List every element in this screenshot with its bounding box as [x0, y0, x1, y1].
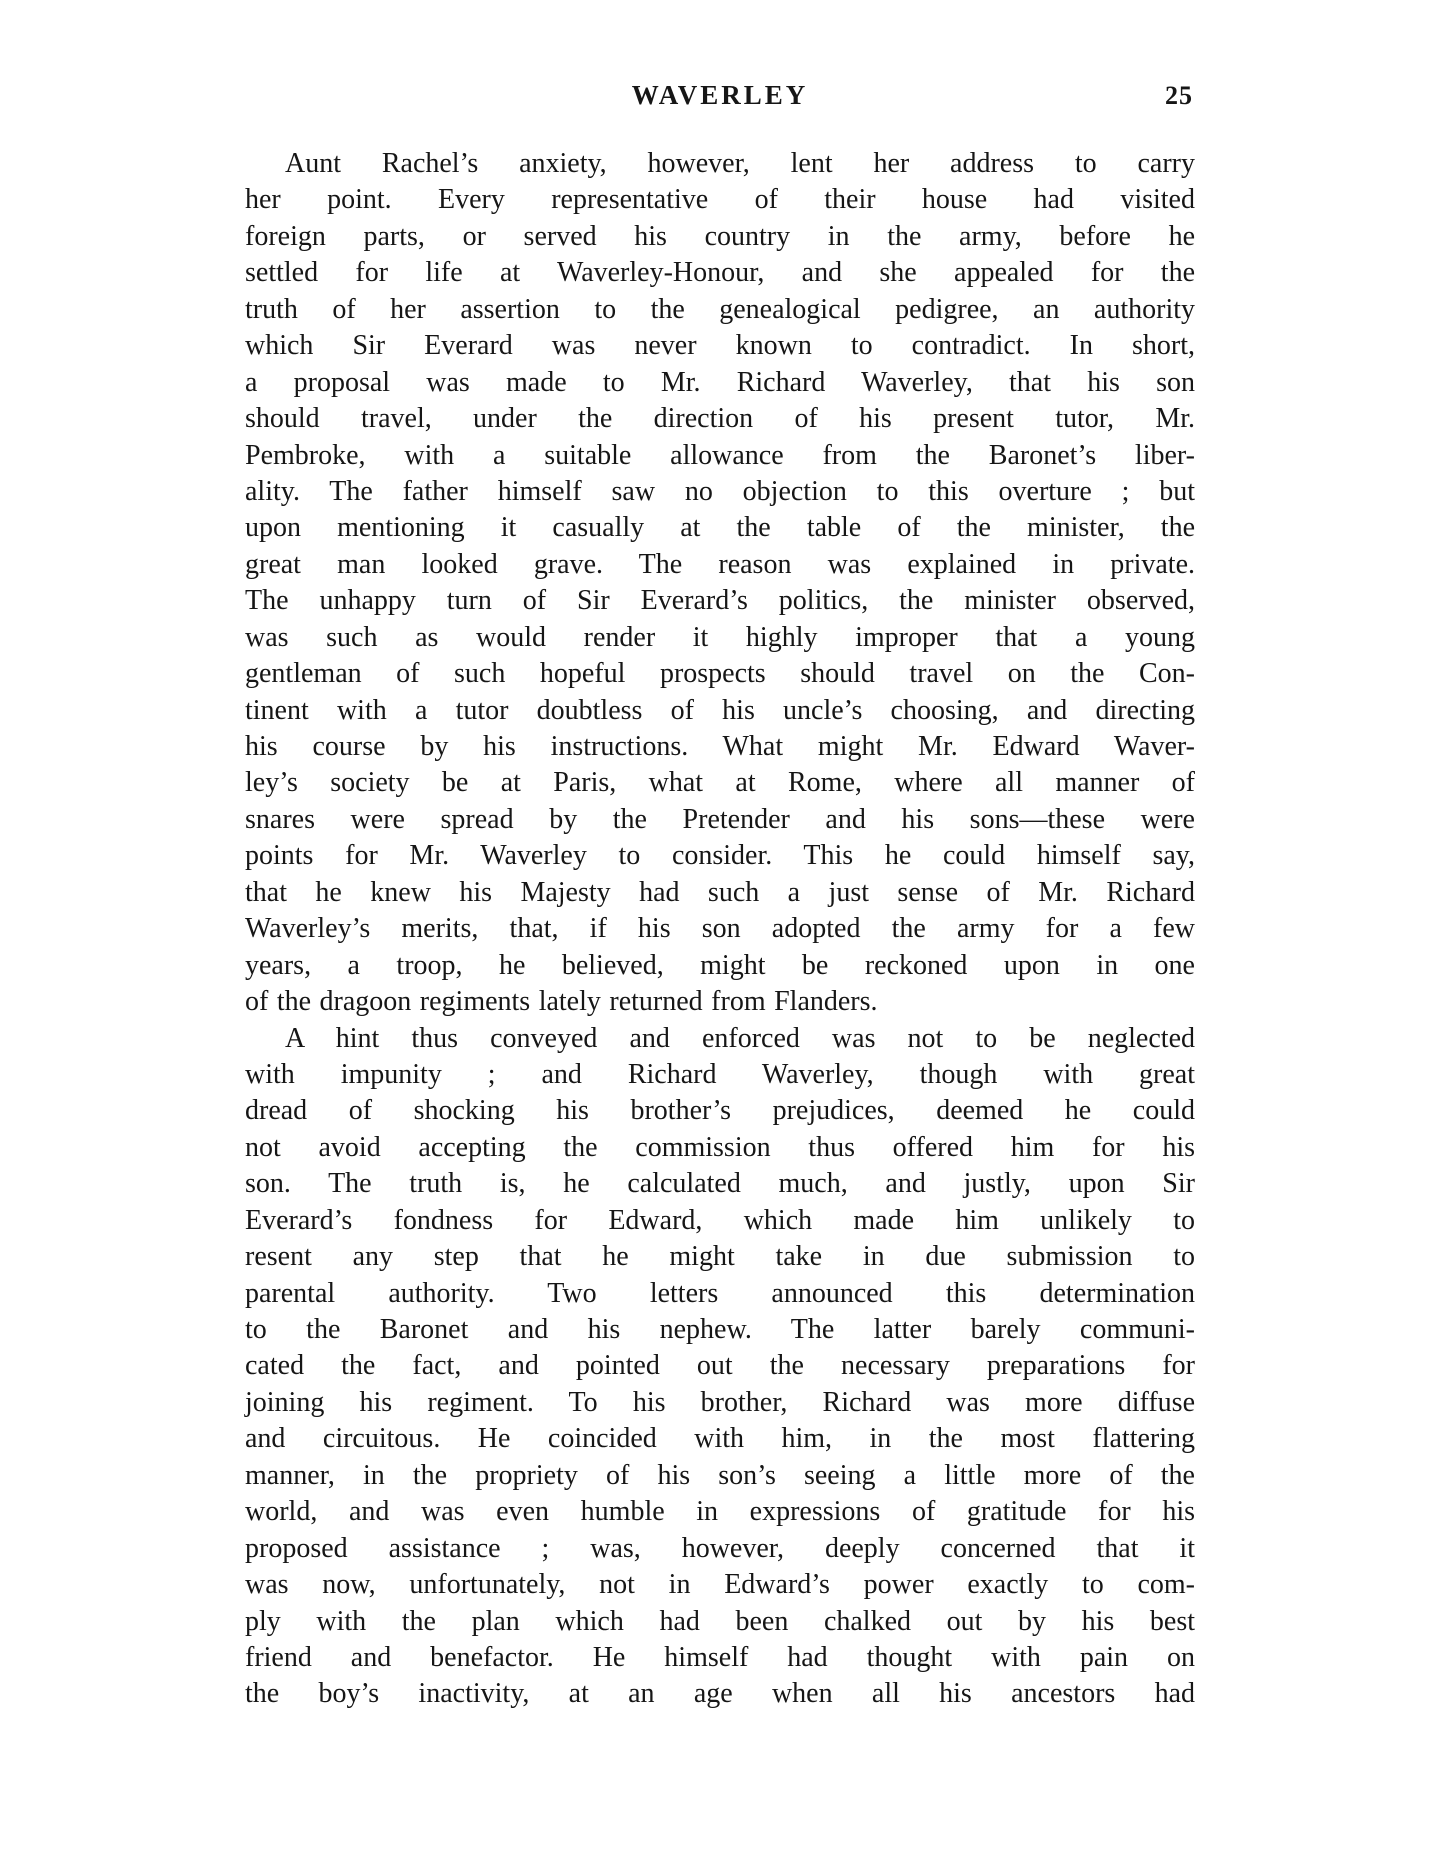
text-line: her point. Every representative of their house had visited [245, 184, 1195, 216]
text-line: his course by his instructions. What might Mr. Edward Waver- [245, 731, 1195, 762]
running-head [245, 80, 1195, 114]
text-line: to the Baronet and his nephew. The latter barely communi- [245, 1314, 1195, 1345]
text-line: son. The truth is, he calculated much, and justly, upon Sir [245, 1168, 1195, 1200]
text-line: A hint thus conveyed and enforced was not to be neglected [285, 1022, 1195, 1054]
text-line: world, and was even humble in expressions of gratitude for his [245, 1496, 1195, 1528]
text-line: proposed assistance ; was, however, deeply concerned that it [245, 1532, 1195, 1564]
text-line: Aunt Rachel’s anxiety, however, lent her address to carry [285, 148, 1195, 179]
text-line: Waverley’s merits, that, if his son adopted the army for a few [245, 913, 1195, 945]
text-line: manner, in the propriety of his son’s seeing a little more of the [245, 1459, 1195, 1491]
text-line: and circuitous. He coincided with him, in the most flattering [245, 1423, 1195, 1455]
text-line: ply with the plan which had been chalked out by his best [245, 1605, 1195, 1637]
text-line: Pembroke, with a suitable allowance from the Baronet’s liber- [245, 439, 1195, 471]
text-line: which Sir Everard was never known to contradict. In short, [245, 330, 1195, 362]
text-line: of the dragoon regiments lately returned from Flanders. [245, 986, 878, 1018]
text-line: truth of her assertion to the genealogical pedigree, an authority [245, 293, 1195, 325]
text-line: ley’s society be at Paris, what at Rome, where all manner of [245, 767, 1195, 799]
text-line: was now, unfortunately, not in Edward’s power exactly to com- [245, 1569, 1195, 1601]
text-line: that he knew his Majesty had such a just sense of Mr. Richard [245, 876, 1195, 908]
text-line: resent any step that he might take in due submission to [245, 1241, 1195, 1273]
text-line: The unhappy turn of Sir Everard’s politics, the minister observed, [245, 585, 1195, 617]
text-line: should travel, under the direction of his present tutor, Mr. [245, 403, 1195, 435]
text-line: years, a troop, he believed, might be reckoned upon in one [245, 949, 1195, 981]
page-number: 25 [1165, 81, 1193, 110]
text-line: was such as would render it highly improper that a young [245, 621, 1195, 653]
text-line: great man looked grave. The reason was explained in private. [245, 548, 1195, 580]
text-line: not avoid accepting the commission thus offered him for his [245, 1131, 1195, 1163]
page-text [245, 146, 1195, 1713]
text-line: friend and benefactor. He himself had thought with pain on [245, 1641, 1195, 1673]
text-line: cated the fact, and pointed out the necessary preparations for [245, 1350, 1195, 1382]
text-line: the boy’s inactivity, at an age when all his ancestors had [245, 1678, 1195, 1710]
text-line: ality. The father himself saw no objection to this overture ; but [245, 475, 1195, 507]
text-line: gentleman of such hopeful prospects should travel on the Con- [245, 658, 1195, 690]
text-line: settled for life at Waverley-Honour, and she appealed for the [245, 257, 1195, 289]
text-line: upon mentioning it casually at the table of the minister, the [245, 512, 1195, 544]
text-line: parental authority. Two letters announced this determination [245, 1277, 1195, 1309]
text-line: joining his regiment. To his brother, Richard was more diffuse [245, 1386, 1195, 1418]
text-line: a proposal was made to Mr. Richard Waverley, that his son [245, 366, 1195, 398]
text-line: tinent with a tutor doubtless of his uncle’s choosing, and directing [245, 694, 1195, 726]
text-line: Everard’s fondness for Edward, which made him unlikely to [245, 1204, 1195, 1236]
text-line: points for Mr. Waverley to consider. This he could himself say, [245, 840, 1195, 872]
text-line: dread of shocking his brother’s prejudices, deemed he could [245, 1095, 1195, 1127]
text-line: foreign parts, or served his country in the army, before he [245, 220, 1195, 252]
text-line: with impunity ; and Richard Waverley, though with great [245, 1058, 1195, 1090]
running-head-title: WAVERLEY [631, 80, 809, 110]
text-line: snares were spread by the Pretender and his sons—these were [245, 803, 1195, 835]
